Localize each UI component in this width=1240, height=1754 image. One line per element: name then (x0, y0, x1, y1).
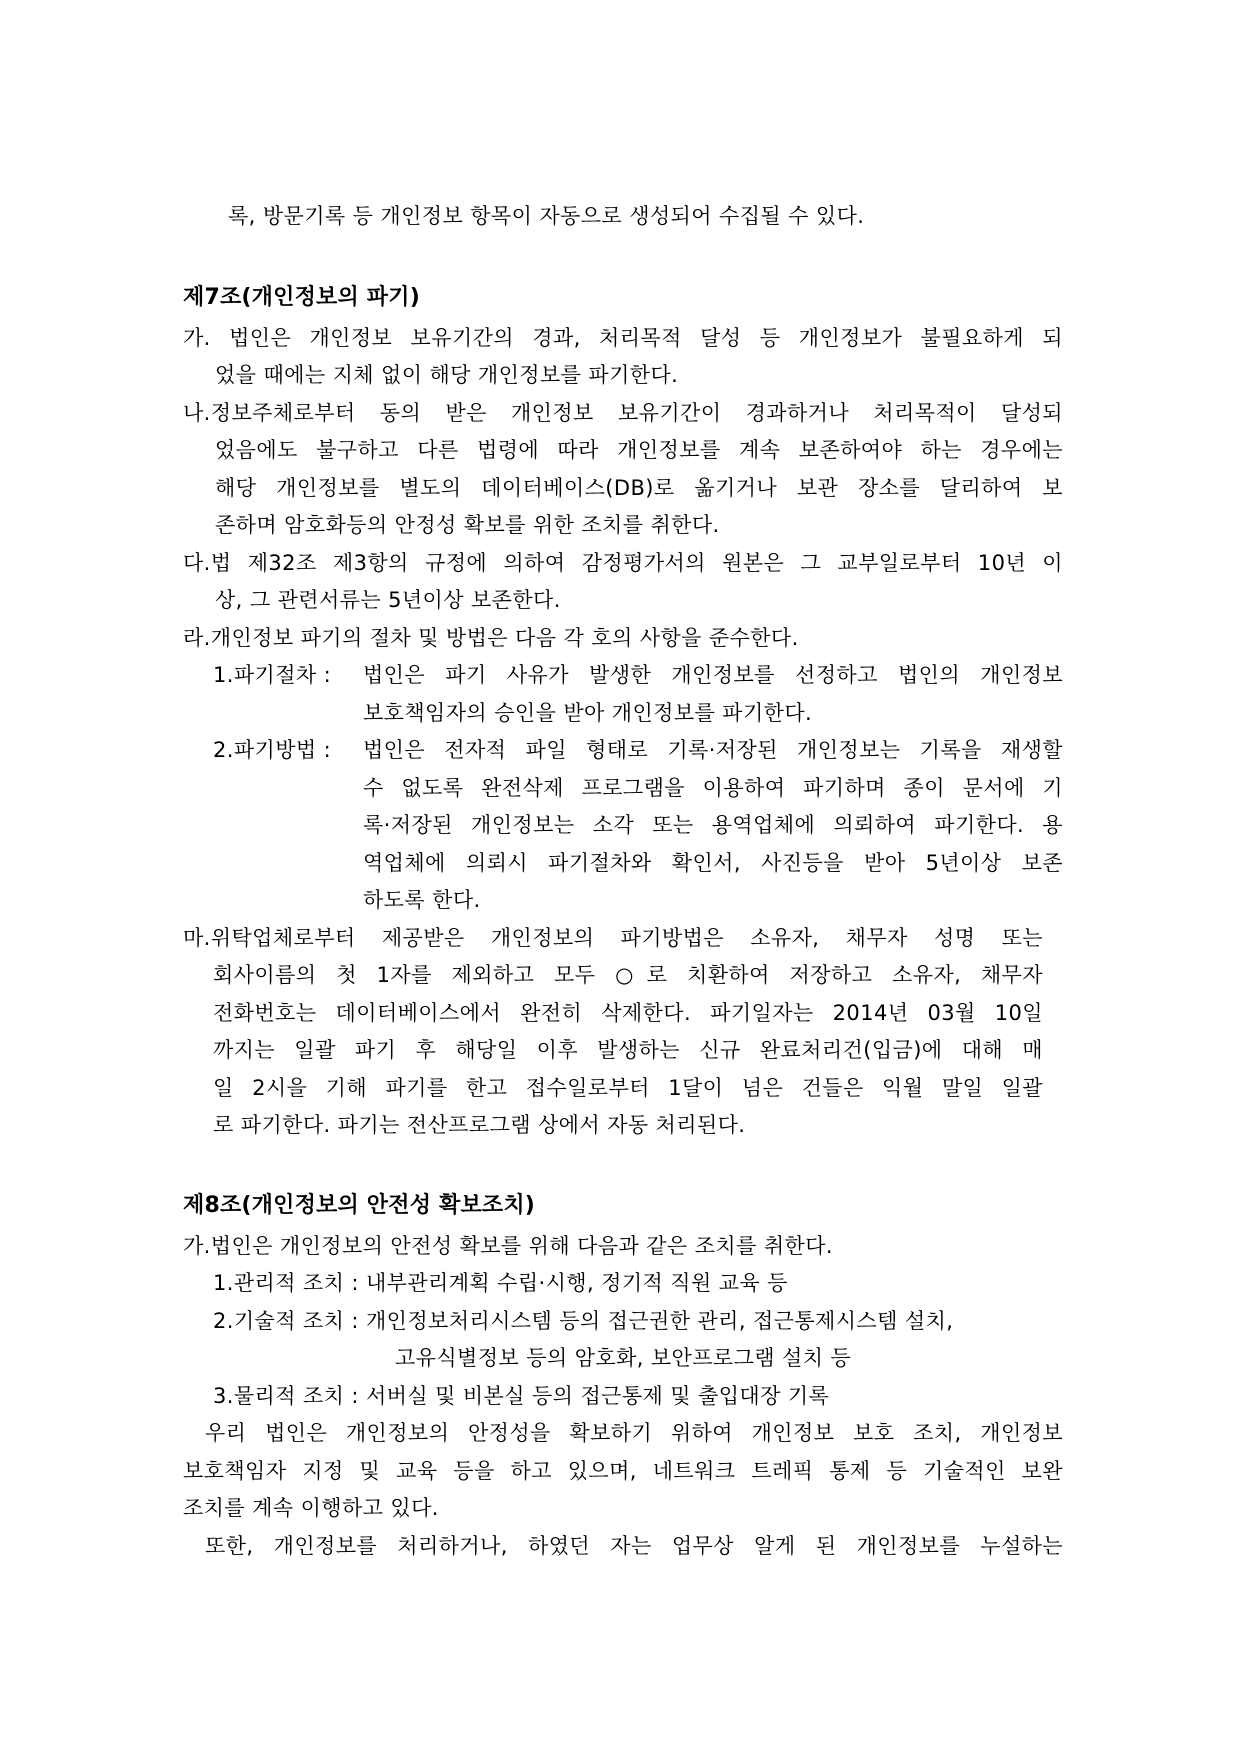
text-line: 법인은 파기 사유가 발생한 개인정보를 선정하고 법인의 개인정보 (363, 663, 1063, 687)
text-line: 해당 개인정보를 별도의 데이터베이스(DB)로 옮기거나 보관 장소를 달리하여 보 (215, 476, 1063, 500)
text-line: 일 2시을 기해 파기를 한고 접수일로부터 1달이 넘은 건들은 익월 말일 일괄 (213, 1076, 1043, 1100)
text-line: 3.물리적 조치 : 서버실 및 비본실 등의 접근통제 및 출입대장 기록 (213, 1384, 830, 1408)
text-line: 로 파기한다. 파기는 전산프로그램 상에서 자동 처리된다. (213, 1113, 746, 1137)
text-line: 수 없도록 완전삭제 프로그램을 이용하여 파기하며 종이 문서에 기 (363, 776, 1063, 800)
text-line: 록, 방문기록 등 개인정보 항목이 자동으로 생성되어 수집될 수 있다. (228, 204, 865, 228)
text-line: 1.관리적 조치 : 내부관리계획 수립·시행, 정기적 직원 교육 등 (213, 1271, 788, 1295)
text-line: 조치를 계속 이행하고 있다. (183, 1496, 439, 1520)
text-line: 전화번호는 데이터베이스에서 완전히 삭제한다. 파기일자는 2014년 03월 10일 (213, 1001, 1043, 1025)
text-line: 었을 때에는 지체 없이 해당 개인정보를 파기한다. (215, 363, 679, 387)
text-line: 마.위탁업체로부터 제공받은 개인정보의 파기방법은 소유자, 채무자 성명 또는 (183, 926, 1043, 950)
text-line: 상, 그 관련서류는 5년이상 보존한다. (215, 588, 561, 612)
text-line: 회사이름의 첫 1자를 제외하고 모두 ○로 치환하여 저장하고 소유자, 채무자 (213, 963, 1043, 987)
item-label: 2.파기방법 : (213, 738, 332, 762)
text-line: 법인은 전자적 파일 형태로 기록·저장된 개인정보는 기록을 재생할 (363, 738, 1063, 762)
article-8-heading: 제8조(개인정보의 안전성 확보조치) (183, 1193, 536, 1218)
text-line: 라.개인정보 파기의 절차 및 방법은 다음 각 호의 사항을 준수한다. (183, 626, 799, 650)
text-line: 존하며 암호화등의 안정성 확보를 위한 조치를 취한다. (215, 513, 720, 537)
text-line: 우리 법인은 개인정보의 안정성을 확보하기 위하여 개인정보 보호 조치, 개인정보 (205, 1421, 1063, 1445)
text-line: 나.정보주체로부터 동의 받은 개인정보 보유기간이 경과하거나 처리목적이 달성되 (183, 401, 1063, 425)
text-line: 역업체에 의뢰시 파기절차와 확인서, 사진등을 받아 5년이상 보존 (363, 851, 1063, 875)
item-label: 1.파기절차 : (213, 663, 332, 687)
text-line: 보호책임자의 승인을 받아 개인정보를 파기한다. (363, 701, 813, 725)
text-line: 다.법 제32조 제3항의 규정에 의하여 감정평가서의 원본은 그 교부일로부터 10년 이 (183, 551, 1063, 575)
text-line: 하도록 한다. (363, 888, 481, 912)
text-line: 었음에도 불구하고 다른 법령에 따라 개인정보를 계속 보존하여야 하는 경우에는 (215, 438, 1063, 462)
text-line: 가.법인은 개인정보의 안전성 확보를 위해 다음과 같은 조치를 취한다. (183, 1234, 833, 1258)
text-line: 록·저장된 개인정보는 소각 또는 용역업체에 의뢰하여 파기한다. 용 (363, 813, 1063, 837)
text-line: 보호책임자 지정 및 교육 등을 하고 있으며, 네트워크 트레픽 통제 등 기술적인 보완 (183, 1459, 1063, 1483)
text-line: 까지는 일괄 파기 후 해당일 이후 발생하는 신규 완료처리건(입금)에 대해 매 (213, 1038, 1043, 1062)
text-line: 또한, 개인정보를 처리하거나, 하였던 자는 업무상 알게 된 개인정보를 누설하는 (205, 1534, 1063, 1558)
article-7-heading: 제7조(개인정보의 파기) (183, 285, 420, 310)
text-line: 2.기술적 조치 : 개인정보처리시스템 등의 접근권한 관리, 접근통제시스템 설치, (213, 1309, 954, 1333)
text-line: 가. 법인은 개인정보 보유기간의 경과, 처리목적 달성 등 개인정보가 불필요하게 되 (183, 326, 1063, 350)
text-line: 고유식별정보 등의 암호화, 보안프로그램 설치 등 (395, 1346, 852, 1370)
